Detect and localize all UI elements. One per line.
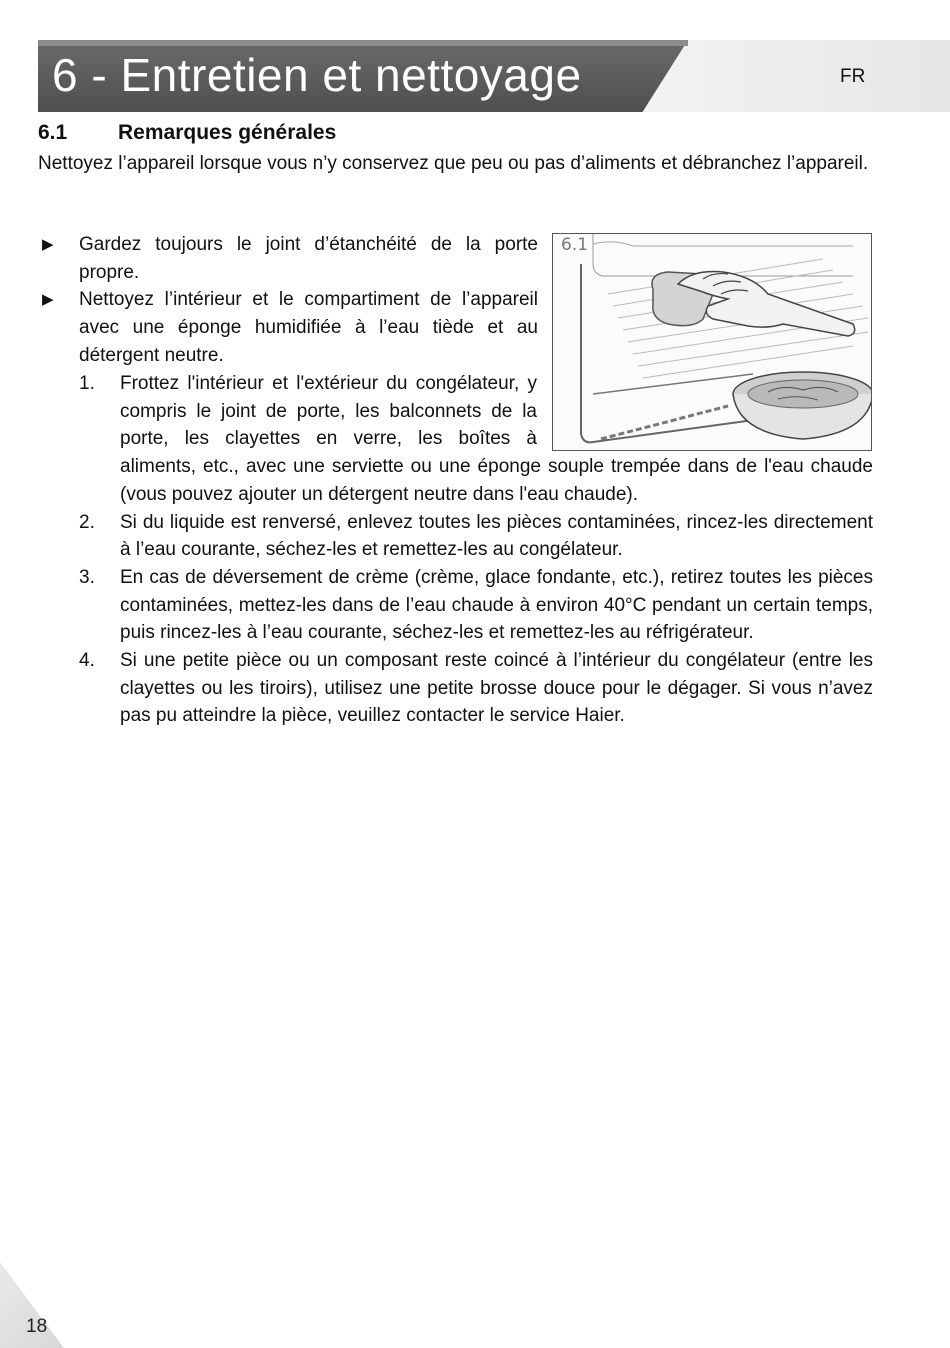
bullet-list [38,231,538,370]
step-number: 3. [79,566,95,588]
step-text: Frottez l'intérieur et l'extérieur du congélateur, y compris le joint de porte, les balconnets de la porte, les clayettes en verre, les boîtes à aliments, etc., avec une serviette ou une éponge souple trempée dans de l'eau chaude (vous pouvez ajouter un détergent neutre dans l'eau chaude). [120,373,873,505]
step-text: En cas de déversement de crème (crème, glace fondante, etc.), retirez toutes les pièces contaminées, mettez-les dans de l’eau chaude à environ 40°C pendant un certain temps, puis rincez-les à l’eau courante, séchez-les et remettez-les au réfrigérateur. [120,566,873,644]
step-item [38,647,873,730]
cleaning-illustration-drawing [553,234,872,451]
cleaning-illustration [552,233,872,451]
bullet-text: Gardez toujours le joint d’étanchéité de la porte propre. [79,234,538,283]
step-text: Si une petite pièce ou un composant reste coincé à l’intérieur du congélateur (entre les clayettes ou les tiroirs), utilisez une petite brosse douce pour le dégager. Si vous n’avez pas pu atteindre la pièce, veuillez contacter le service Haier. [120,650,873,727]
language-indicator: FR [840,66,866,87]
bullet-arrow-icon: ▶ [42,236,54,253]
step-number: 2. [79,511,95,533]
step-item [38,564,873,647]
chapter-header-highlight [38,40,688,46]
bullet-text: Nettoyez l’intérieur et le compartiment de l’appareil avec une éponge humidifiée à l’eau tiède et au détergent neutre. [79,289,538,366]
bullet-arrow-icon: ▶ [42,291,54,309]
step-number: 4. [79,650,95,672]
step-text: Si du liquide est renversé, enlevez toutes les pièces contaminées, rincez-les directement à l’eau courante, séchez-les et remettez-les au congélateur. [120,511,873,561]
figure-label: 6.1 [561,235,589,255]
chapter-title: 6 - Entretien et nettoyage [52,49,582,101]
section-number: 6.1 [38,121,68,144]
intro-paragraph: Nettoyez l’appareil lorsque vous n’y conservez que peu ou pas d’aliments et débranchez l’appareil. [38,153,869,174]
bullet-item [38,231,538,286]
section-heading [38,121,336,145]
section-title: Remarques générales [118,121,337,144]
header-decoration-right [640,40,950,112]
page-number: 18 [26,1316,48,1337]
step-item [38,509,873,564]
bullet-item [38,286,538,369]
step-number: 1. [79,373,95,394]
